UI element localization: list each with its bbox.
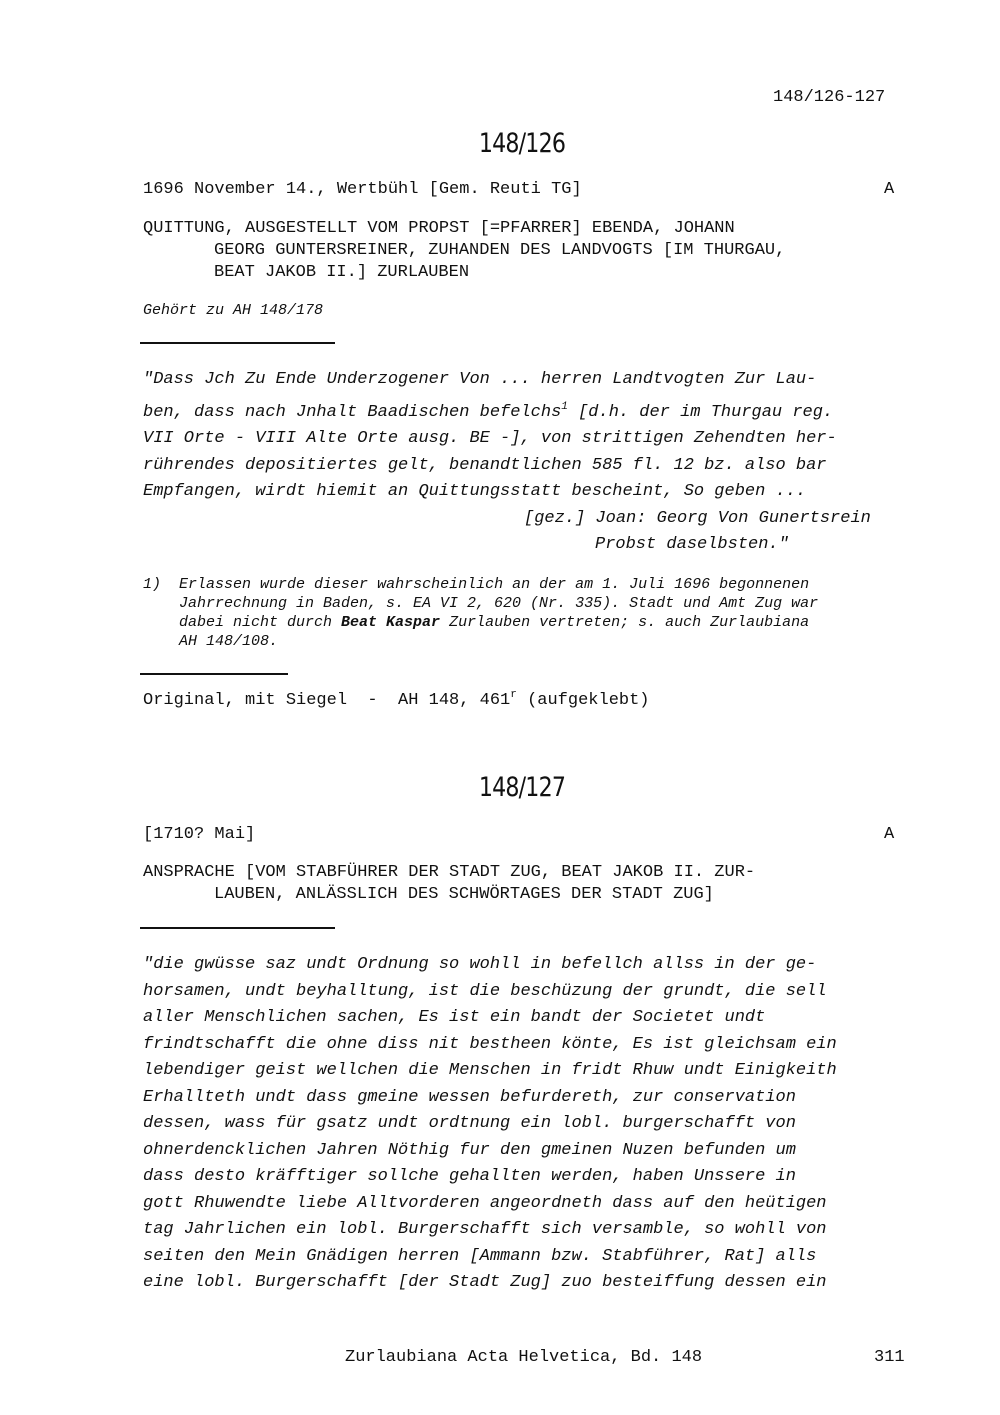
footer-publication: Zurlaubiana Acta Helvetica, Bd. 148: [345, 1348, 703, 1367]
doc-note: Gehört zu AH 148/178: [143, 302, 324, 319]
doc-number: 148/127: [478, 772, 566, 803]
doc-letter: A: [884, 825, 895, 844]
divider: [140, 927, 335, 929]
doc-number: 148/126: [478, 128, 566, 159]
doc-letter: A: [884, 180, 895, 199]
doc-date-place: 1696 November 14., Wertbühl [Gem. Reuti TG]: [143, 180, 582, 199]
divider: [140, 342, 335, 344]
footnote-ref: 1: [561, 400, 568, 413]
doc-quote: "Dass Jch Zu Ende Underzogener Von ... herren Landtvogten Zur Lau- ben, dass nach Jnhalt Baadischen befelchs$^1$ [d.h. der im Thurgau reg. VII Orte - VIII Alte Orte ausg. BE -], von strittigen Zehendten her- rührendes depositiertes gelt, benandtlichen 585 fl. 12 bz. also bar Empfangen, wirdt hiemit an Quittungsstatt bescheint, So geben ... [gez.] Joan: Georg Von Gunertsrein Probst daselbsten.": [143, 370, 871, 554]
footnote: 1) Erlassen wurde dieser wahrscheinlich an der am 1. Juli 1696 begonnenen Jahrrechnung in Baden, s. EA VI 2, 620 (Nr. 335). Stadt und Amt Zug war dabei nicht durch Beat Kaspar Zurlauben vertreten; s. auch Zurlaubiana AH 148/108.: [143, 576, 819, 650]
page-ref: 148/126-127: [773, 88, 886, 107]
doc-subject: QUITTUNG, AUSGESTELLT VOM PROPST [=PFARRER] EBENDA, JOHANN GEORG GUNTERSREINER, ZUHANDEN DES LANDVOGTS [IM THURGAU, BEAT JAKOB II.] ZURLAUBEN: [143, 219, 786, 282]
doc-source: Original, mit Siegel - AH 148, 461$^r$ (aufgeklebt): [143, 689, 650, 710]
doc-subject: ANSPRACHE [VOM STABFÜHRER DER STADT ZUG, BEAT JAKOB II. ZUR- LAUBEN, ANLÄSSLICH DES SCHWÖRTAGES DER STADT ZUG]: [143, 863, 756, 904]
footnote-marker: 1): [143, 576, 162, 593]
doc-date-place: [1710? Mai]: [143, 825, 256, 844]
divider: [140, 673, 288, 675]
page-number: 311: [874, 1348, 905, 1367]
doc-quote: "die gwüsse saz undt Ordnung so wohll in befellch allss in der ge- horsamen, undt beyhalltung, ist die beschüzung der grundt, die sell aller Menschlichen sachen, Es ist ein bandt der Societet undt frindtschafft die ohne diss nit bestheen könte, Es ist gleichsam ein lebendiger geist wellchen die Menschen in fridt Rhuw undt Einigkeith Erhallteth undt dass gmeine wessen befurdereth, zur conservation dessen, wass für gsatz undt ordtnung ein lobl. burgerschafft von ohnerdencklichen Jahren Nöthig fur den gmeinen Nuzen befunden um dass desto kräfftiger sollche gehallten werden, haben Unssere in gott Rhuwendte liebe Alltvorderen angeordneth dass auf den heütigen tag Jahrlichen ein lobl. Burgerschafft sich versamble, so wohll von seiten den Mein Gnädigen herren [Ammann bzw. Stabführer, Rat] alls eine lobl. Burgerschafft [der Stadt Zug] zuo besteiffung dessen ein: [143, 955, 837, 1292]
